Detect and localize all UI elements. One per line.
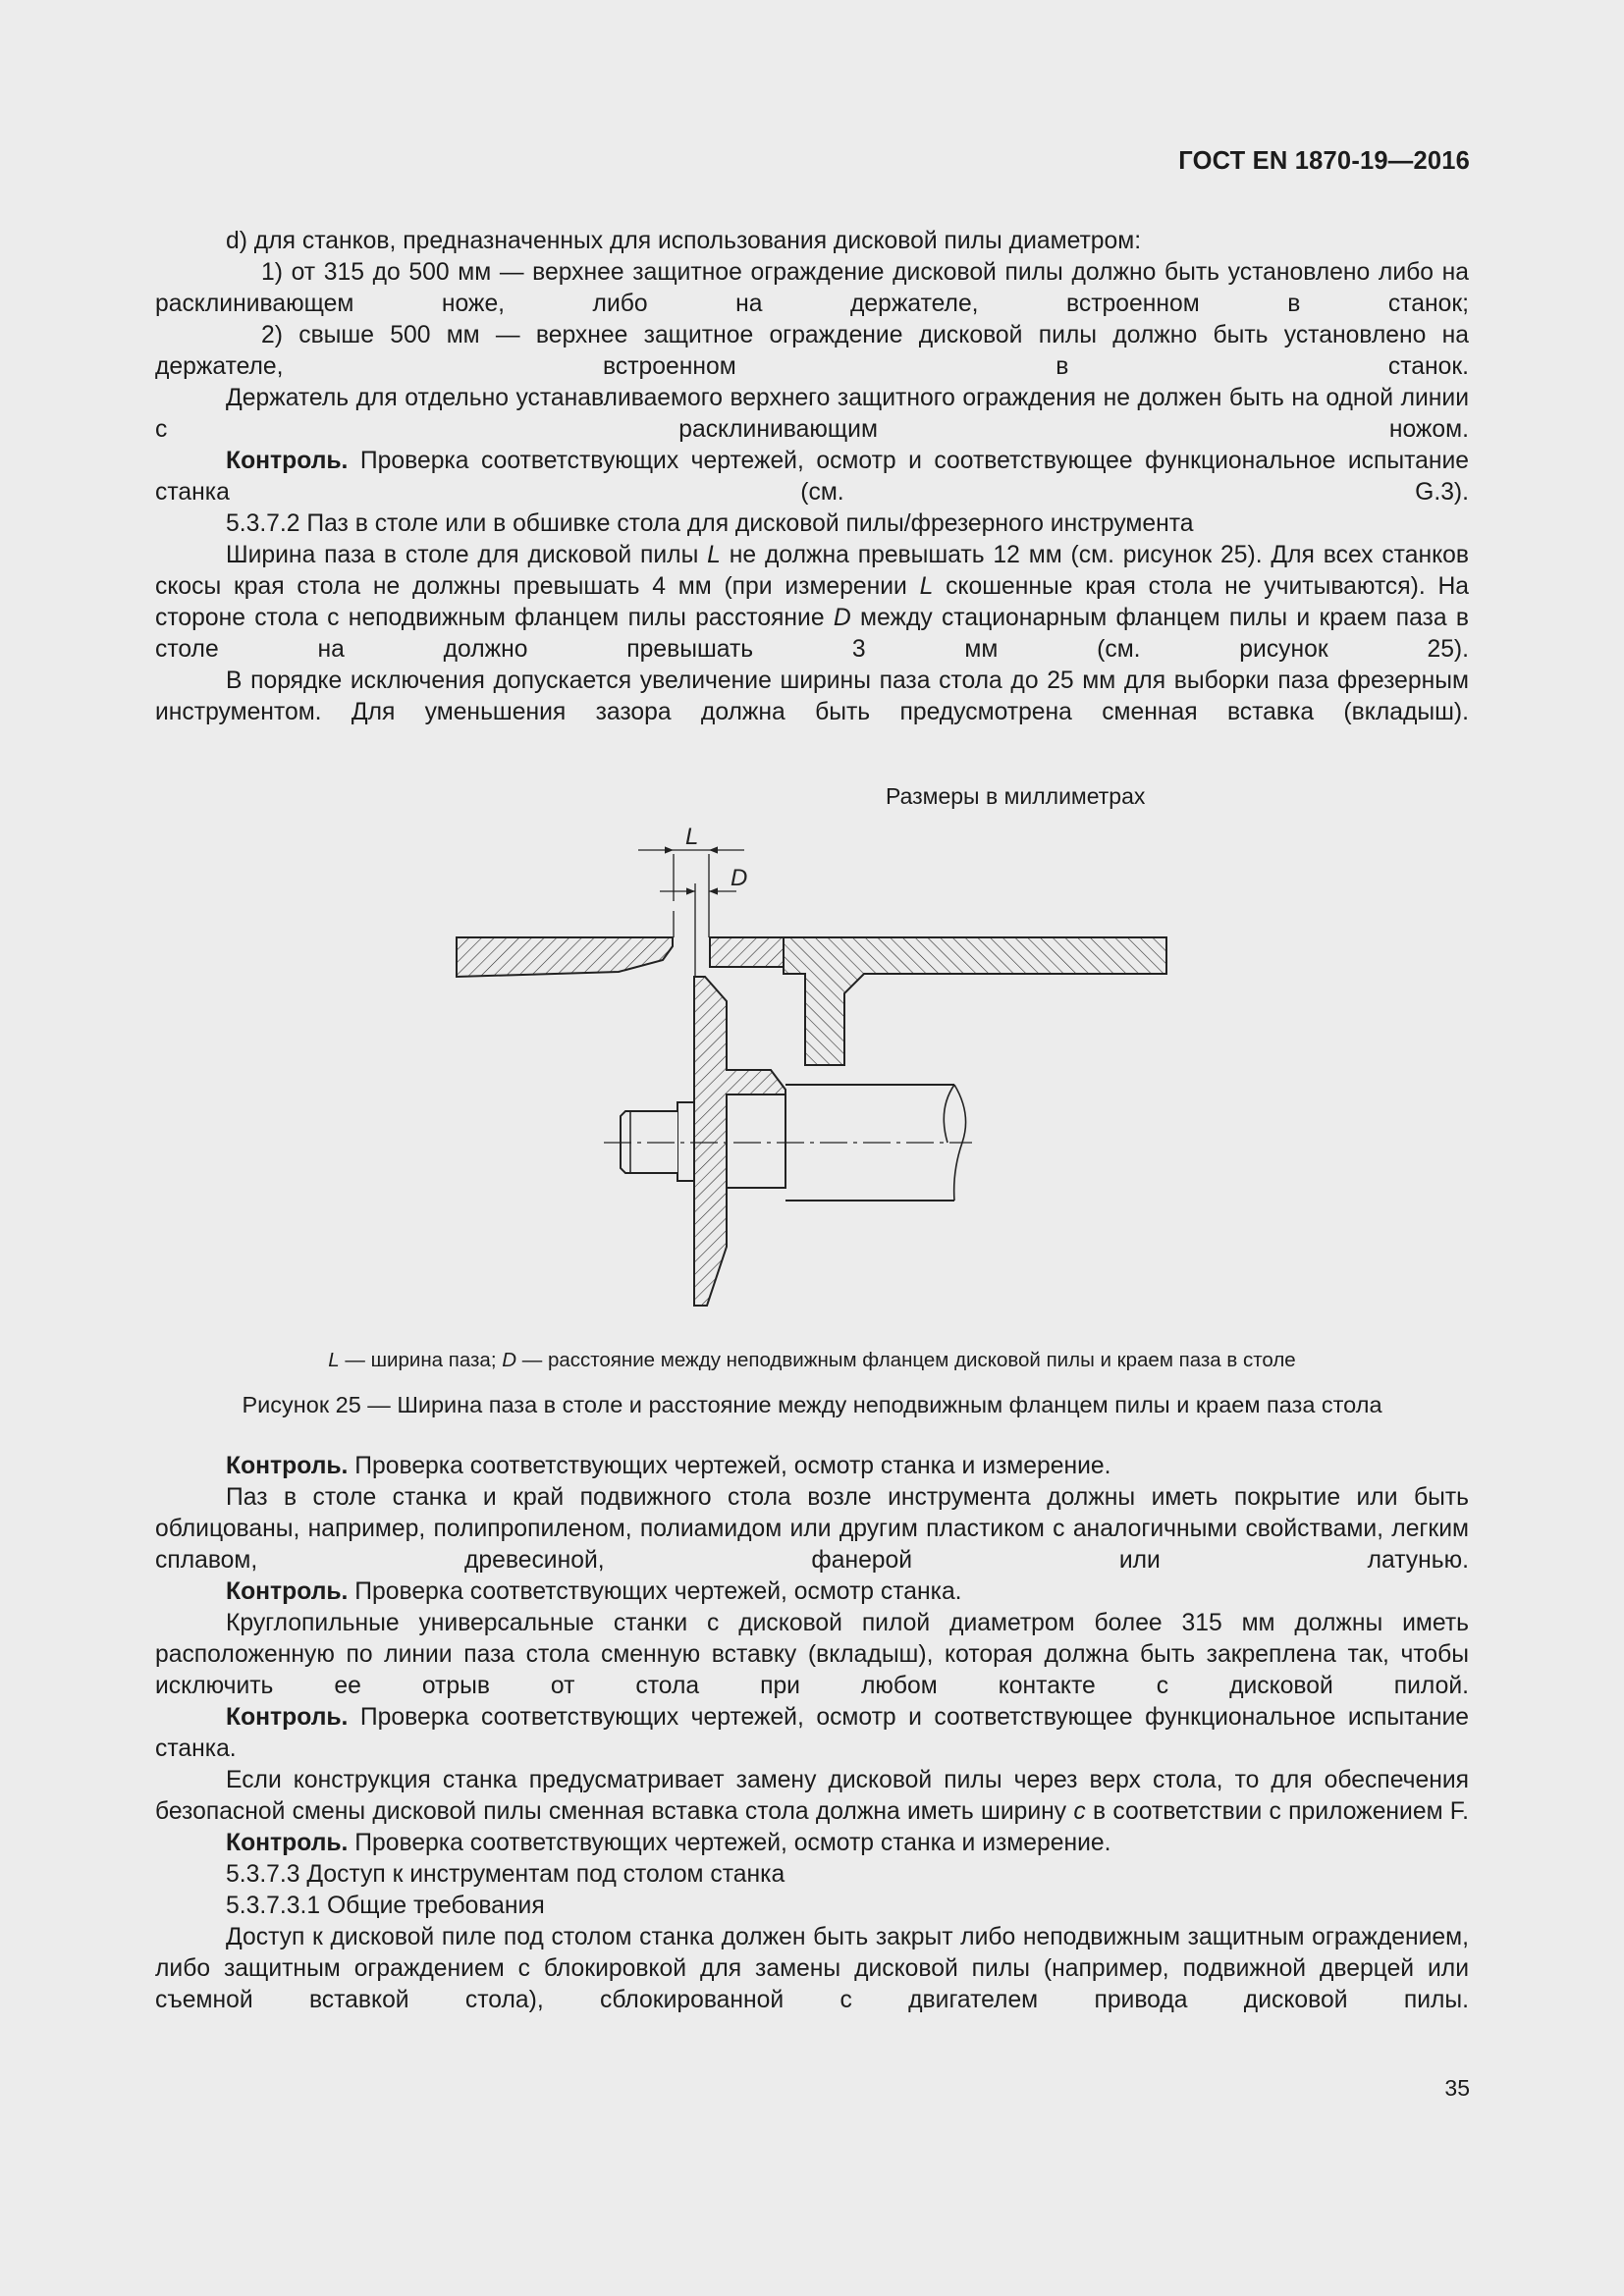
- variable-L: L: [919, 573, 934, 600]
- paragraph-control-5: Контроль. Проверка соответствующих чертежей, осмотр станка и измерение.: [226, 1830, 1111, 1856]
- control-text: Проверка соответствующих чертежей, осмотр и соответствующее функциональное испытание станка (см. G.3).: [155, 448, 1469, 506]
- variable-c: с: [1073, 1798, 1086, 1825]
- figure-legend: L — ширина паза; D — расстояние между неподвижным фланцем дисковой пилы и краем паза в столе: [328, 1349, 1296, 1371]
- table-insert-section: [710, 937, 784, 967]
- text-block-lower: [155, 1451, 1469, 2016]
- section-heading-53731: 5.3.7.3.1 Общие требования: [226, 1893, 545, 1919]
- paragraph-d: d) для станков, предназначенных для использования дисковой пилы диаметром:: [226, 228, 1142, 254]
- nut: [677, 1102, 694, 1181]
- label-L: L: [685, 824, 699, 850]
- paragraph-d1: 1) от 315 до 500 мм — верхнее защитное ограждение дисковой пилы должно быть установлено либо на расклинивающем ноже, либо на держателе, встроенном в станок;: [155, 259, 1469, 317]
- paragraph-slot-width: Ширина паза в столе для дисковой пилы L не должна превышать 12 мм (см. рисунок 25). Для всех станков скосы края стола не должны превышать 4 мм (при измерении L скошенные края стола не учитываются). На стороне стола с неподвижным фланцем пилы расстояние D между стационарным фланцем пилы и краем паза в столе на должно превышать 3 мм (см. рисунок 25).: [155, 542, 1470, 663]
- paragraph-control-4: Контроль. Проверка соответствующих чертежей, осмотр и соответствующее функциональное испытание станка.: [155, 1704, 1469, 1762]
- paragraph-d2: 2) свыше 500 мм — верхнее защитное ограждение дисковой пилы должно быть установлено на держателе, встроенном в станок.: [155, 322, 1469, 380]
- right-table-section: [784, 937, 1166, 1065]
- text-block-upper: [155, 226, 1469, 728]
- label-D: D: [731, 865, 748, 891]
- paragraph-control-3: Контроль. Проверка соответствующих чертежей, осмотр станка.: [226, 1578, 962, 1605]
- technical-drawing: [442, 815, 1188, 1315]
- control-keyword: Контроль.: [226, 1704, 349, 1731]
- paragraph-control-1: [155, 446, 1469, 508]
- paragraph-exception: В порядке исключения допускается увеличение ширины паза стола до 25 мм для выборки паза фрезерным инструментом. Для уменьшения зазора должна быть предусмотрена сменная вставка (вкладыш).: [155, 667, 1469, 725]
- paragraph-insert: Круглопильные универсальные станки с дисковой пилой диаметром более 315 мм должны иметь расположенную по линии паза стола сменную вставку (вкладыш), которая должна быть закреплена так, чтобы исключить ее отрыв от стола при любом контакте с дисковой пилой.: [155, 1610, 1469, 1699]
- control-keyword: Контроль.: [226, 1830, 349, 1856]
- figure-25-drawing: [442, 815, 1188, 1320]
- section-heading-5372: 5.3.7.2 Паз в столе или в обшивке стола для дисковой пилы/фрезерного инструмента: [226, 510, 1194, 537]
- left-table-section: [457, 937, 673, 977]
- figure-caption: Рисунок 25 — Ширина паза в столе и расстояние между неподвижным фланцем пилы и краем паза стола: [242, 1392, 1382, 1417]
- dimensions-note: Размеры в миллиметрах: [886, 783, 1146, 809]
- control-keyword: Контроль.: [226, 1453, 349, 1479]
- document-header: ГОСТ EN 1870-19—2016: [1178, 147, 1470, 175]
- control-keyword: Контроль.: [226, 1578, 349, 1605]
- paragraph-replacement: Если конструкция станка предусматривает замену дисковой пилы через верх стола, то для обеспечения безопасной смены дисковой пилы сменная вставка стола должна иметь ширину с в соответствии с приложением F.: [155, 1767, 1469, 1825]
- variable-L: L: [707, 542, 721, 568]
- flange-hub: [727, 1095, 785, 1188]
- section-heading-5373: 5.3.7.3 Доступ к инструментам под столом станка: [226, 1861, 785, 1888]
- variable-D: D: [833, 605, 851, 631]
- control-keyword: Контроль.: [226, 448, 349, 474]
- paragraph-control-2: Контроль. Проверка соответствующих чертежей, осмотр станка и измерение.: [226, 1453, 1111, 1479]
- page-number: 35: [1444, 2075, 1470, 2101]
- paragraph-holder: Держатель для отдельно устанавливаемого верхнего защитного ограждения не должен быть на одной линии с расклинивающим ножом.: [155, 385, 1469, 443]
- paragraph-access: Доступ к дисковой пиле под столом станка должен быть закрыт либо неподвижным защитным ограждением, либо защитным ограждением с блокировкой для замены дисковой пилы (например, подвижной дверцей или съемной вставкой стола), сблокированной с двигателем привода дисковой пилы.: [155, 1924, 1469, 2013]
- paragraph-coating: Паз в столе станка и край подвижного стола возле инструмента должны иметь покрытие или быть облицованы, например, полипропиленом, полиамидом или другим пластиком с аналогичными свойствами, легким сплавом, древесиной, фанерой или латунью.: [155, 1484, 1469, 1574]
